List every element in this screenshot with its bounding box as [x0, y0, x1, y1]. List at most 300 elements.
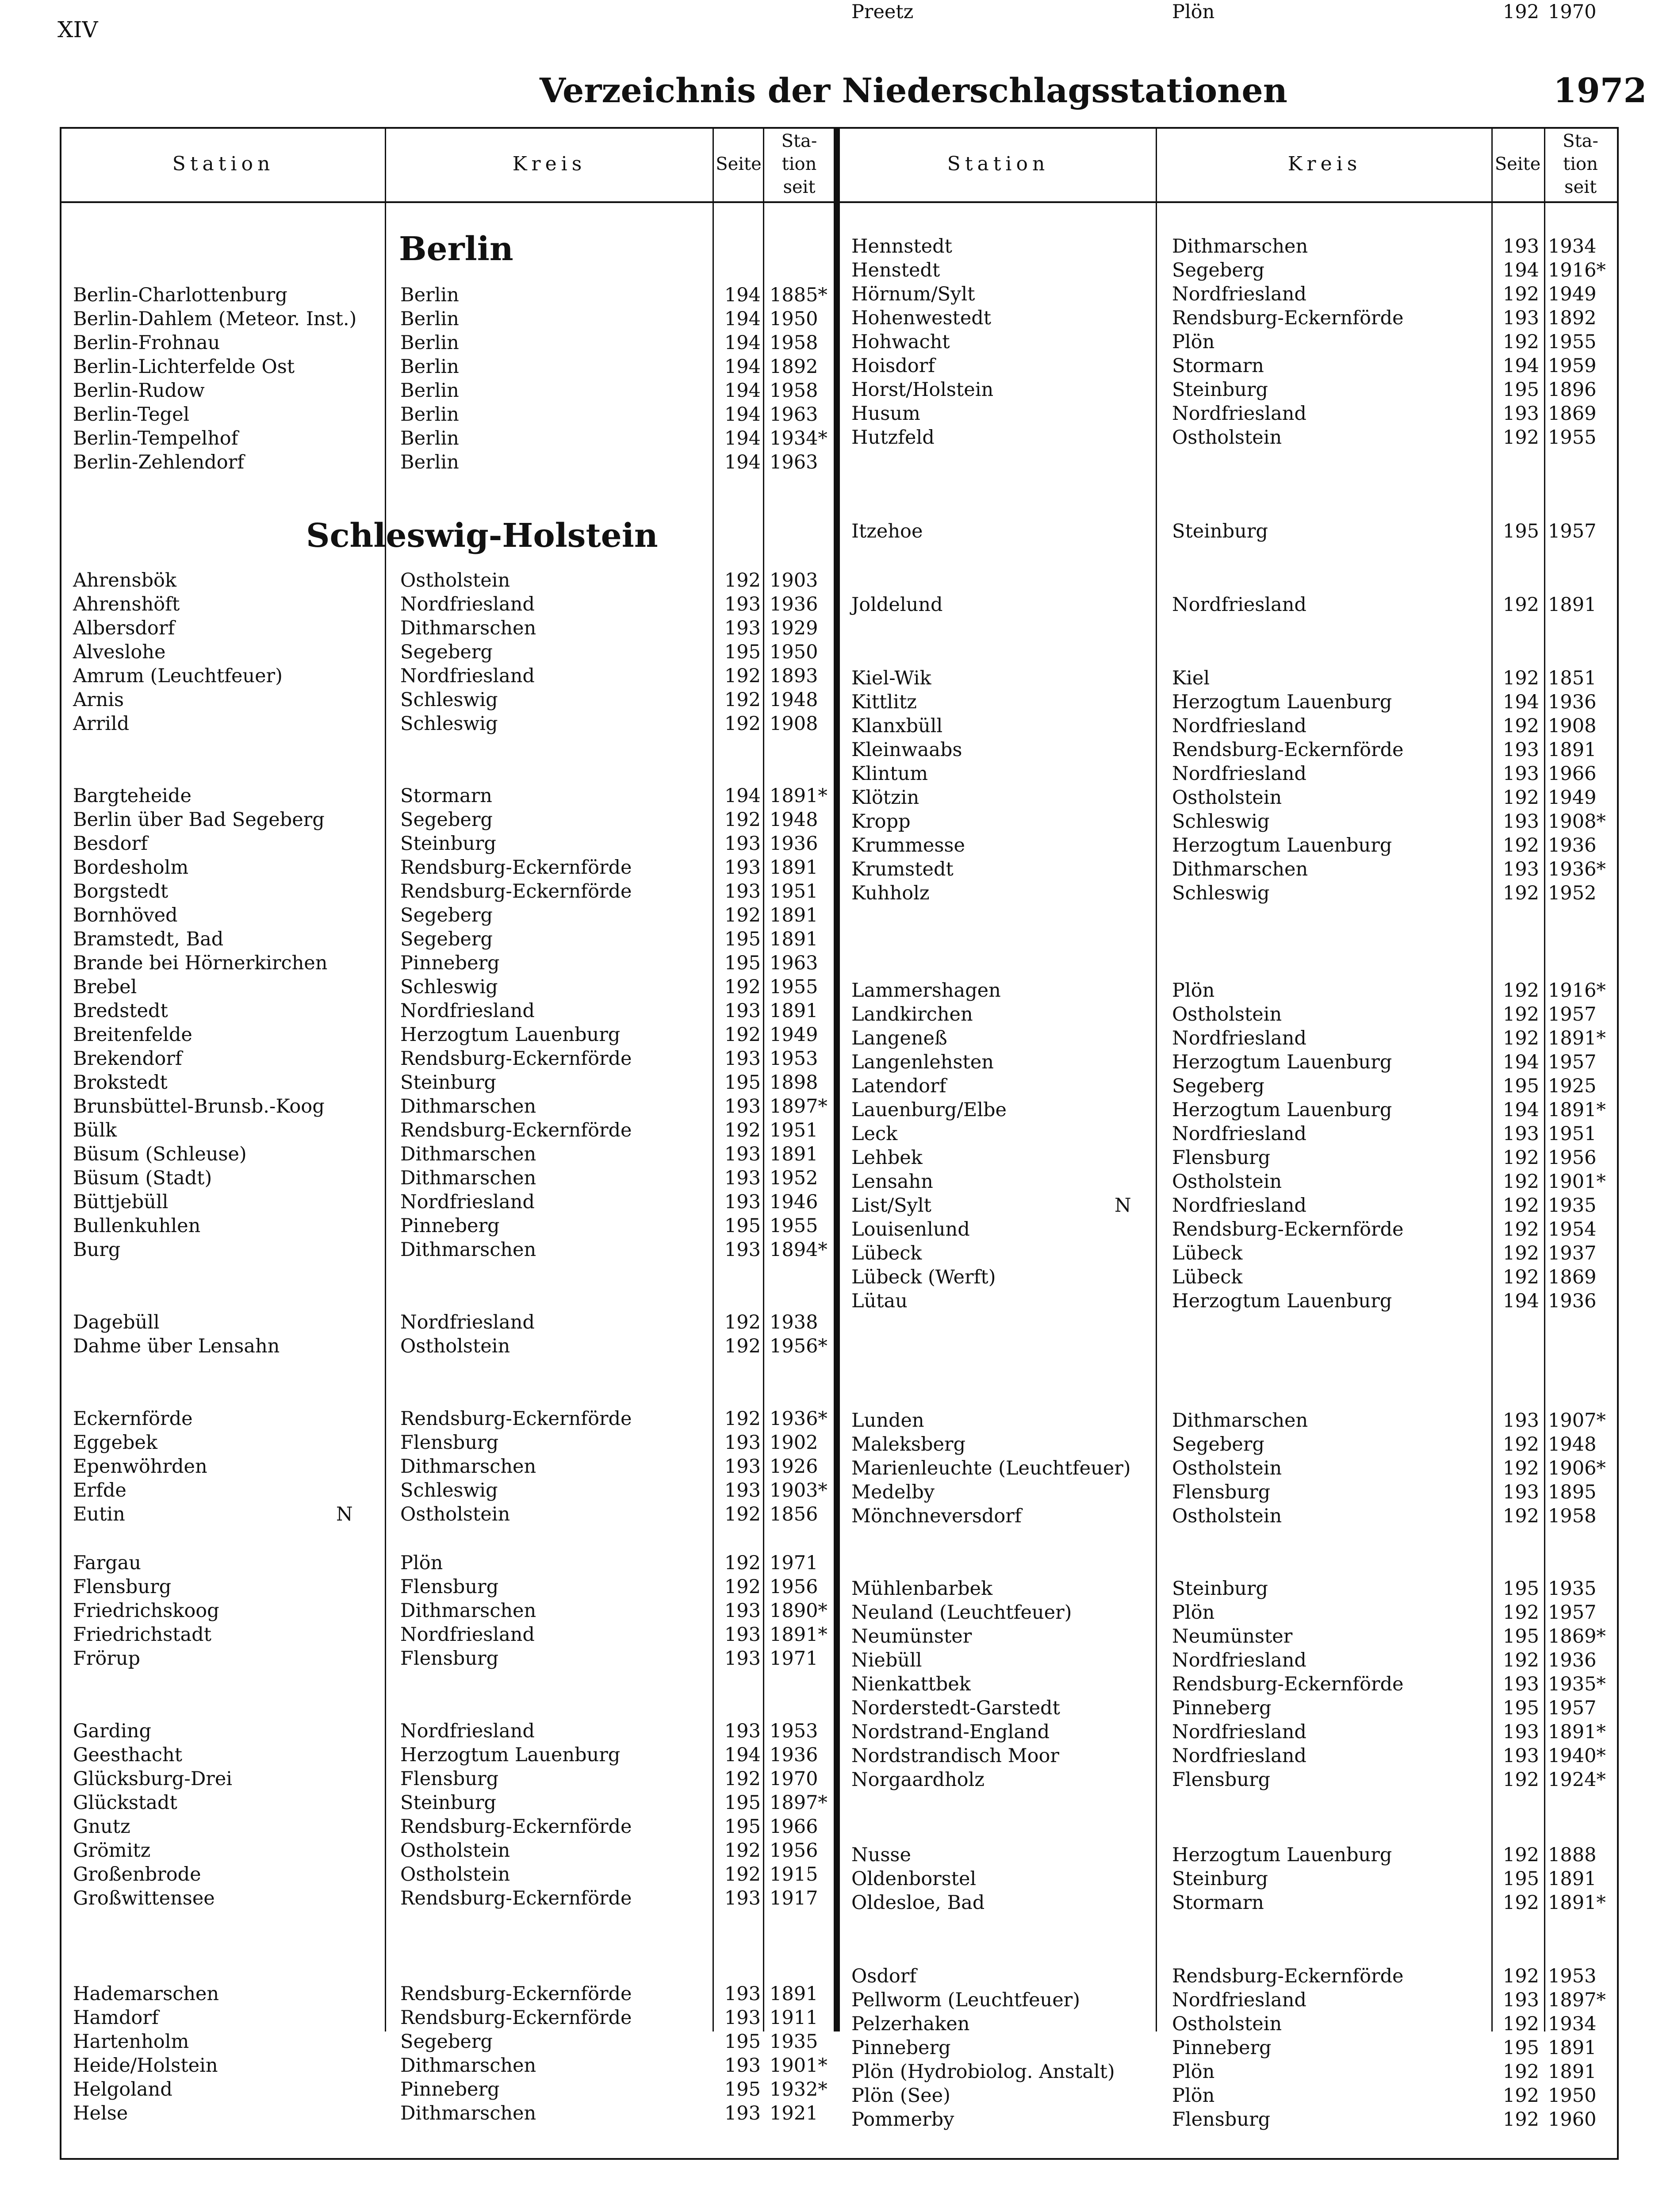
table-row	[0, 640, 1655, 664]
station-name: Nienkattbek	[851, 1673, 971, 1695]
station-name: Eckernförde	[73, 1408, 193, 1430]
page-ref: 193	[724, 1887, 761, 1909]
since-year: 1936*	[770, 1408, 828, 1430]
page-ref: 194	[1502, 1290, 1539, 1312]
station-name: Büttjebüll	[73, 1191, 169, 1213]
table-row	[0, 1334, 1655, 1358]
since-year: 1935	[1548, 1578, 1597, 1600]
page-ref: 193	[1502, 810, 1539, 833]
station-name: Büsum (Stadt)	[73, 1167, 212, 1189]
since-year: 1955	[770, 976, 818, 998]
since-year: 1966	[1548, 763, 1597, 785]
table-row	[0, 258, 1655, 282]
since-year: 1963	[770, 403, 818, 426]
page-ref: 193	[724, 2102, 761, 2124]
station-name: Borgstedt	[73, 880, 169, 902]
since-year: 1957	[1548, 1003, 1597, 1025]
table-row	[0, 1815, 1655, 1839]
district-name: Plön	[1172, 2085, 1215, 2107]
district-name: Plön	[1172, 1, 1215, 23]
since-year: 1957	[1548, 1051, 1597, 1073]
since-year: 1891*	[1548, 1892, 1606, 1914]
since-year: 1915	[770, 1863, 818, 1886]
since-year: 1891	[1548, 2061, 1597, 2083]
since-year: 1906*	[1548, 1457, 1606, 1479]
since-year: 1966	[770, 1816, 818, 1838]
since-year: 1925	[1548, 1075, 1597, 1097]
header-kreis-right: Kreis	[1287, 153, 1362, 175]
district-name: Schleswig	[1172, 810, 1270, 833]
since-year: 1892	[1548, 307, 1597, 329]
district-name: Ostholstein	[1172, 1003, 1282, 1025]
page-ref: 195	[724, 641, 761, 663]
page-ref: 192	[1502, 1218, 1539, 1240]
since-year: 1954	[1548, 1218, 1597, 1240]
district-name: Rendsburg-Eckernförde	[1172, 739, 1404, 761]
station-name: Kuhholz	[851, 882, 930, 904]
page-ref: 192	[1502, 1769, 1539, 1791]
district-name: Steinburg	[400, 1071, 496, 1094]
station-name: Husum	[851, 403, 920, 425]
district-name: Rendsburg-Eckernförde	[400, 1408, 632, 1430]
station-name: Lammershagen	[851, 979, 1001, 1002]
station-note: N	[336, 1503, 353, 1525]
page-ref: 194	[724, 308, 761, 330]
section-heading-berlin: Berlin	[399, 230, 513, 268]
district-name: Steinburg	[1172, 379, 1268, 401]
page-ref: 192	[1502, 594, 1539, 616]
station-name: Oldenborstel	[851, 1868, 977, 1890]
page-ref: 192	[724, 713, 761, 735]
page-ref: 192	[1502, 1147, 1539, 1169]
district-name: Segeberg	[1172, 259, 1264, 281]
station-name: Preetz	[851, 1, 914, 23]
station-name: Hutzfeld	[851, 426, 935, 449]
table-row	[0, 234, 1655, 258]
page-ref: 193	[1502, 1745, 1539, 1767]
district-name: Schleswig	[400, 689, 498, 711]
page-ref: 192	[1502, 1027, 1539, 1049]
district-name: Flensburg	[400, 1647, 499, 1670]
district-name: Rendsburg-Eckernförde	[1172, 1218, 1404, 1240]
since-year: 1891*	[770, 785, 828, 807]
table-row	[0, 1098, 1655, 1122]
page-ref: 192	[1502, 1242, 1539, 1264]
since-year: 1970	[770, 1768, 818, 1790]
station-name: Krummesse	[851, 834, 965, 856]
page-ref: 192	[1502, 1457, 1539, 1479]
district-name: Pinneberg	[400, 952, 500, 974]
district-name: Ostholstein	[1172, 1171, 1282, 1193]
page-ref: 192	[1502, 1965, 1539, 1987]
district-name: Rendsburg-Eckernförde	[400, 2007, 632, 2029]
since-year: 1950	[770, 308, 818, 330]
district-name: Berlin	[400, 284, 459, 306]
station-name: Neuland (Leuchtfeuer)	[851, 1601, 1072, 1624]
page-ref: 194	[724, 427, 761, 449]
district-name: Pinneberg	[1172, 2037, 1272, 2059]
since-year: 1869*	[1548, 1625, 1606, 1647]
table-row	[0, 1289, 1655, 1313]
page-ref: 195	[1502, 1868, 1539, 1890]
station-name: Brebel	[73, 976, 137, 998]
since-year: 1897*	[770, 1792, 828, 1814]
page-ref: 192	[724, 665, 761, 687]
page-ref: 192	[724, 1408, 761, 1430]
district-name: Ostholstein	[1172, 426, 1282, 449]
district-name: Flensburg	[1172, 2108, 1271, 2131]
table-row	[0, 0, 1655, 24]
district-name: Segeberg	[1172, 1075, 1264, 1097]
district-name: Rendsburg-Eckernförde	[1172, 1965, 1404, 1987]
station-name: Joldelund	[851, 594, 943, 616]
since-year: 1950	[770, 641, 818, 663]
section-heading-schleswig-holstein: Schleswig-Holstein	[306, 517, 658, 555]
since-year: 1935*	[1548, 1673, 1606, 1695]
table-row	[0, 426, 1655, 449]
page-ref: 193	[724, 1479, 761, 1502]
since-year: 1924*	[1548, 1769, 1606, 1791]
district-name: Rendsburg-Eckernförde	[400, 1816, 632, 1838]
district-name: Rendsburg-Eckernförde	[1172, 1673, 1404, 1695]
district-name: Pinneberg	[400, 2078, 500, 2101]
since-year: 1955	[1548, 426, 1597, 449]
since-year: 1901*	[770, 2055, 828, 2077]
since-year: 1935	[1548, 1194, 1597, 1217]
year: 1972	[1553, 71, 1647, 110]
table-row	[0, 1601, 1655, 1624]
page-ref: 192	[724, 569, 761, 591]
page-title: Verzeichnis der Niederschlagsstationen	[540, 71, 1287, 110]
station-name: Klintum	[851, 763, 928, 785]
since-year: 1891*	[1548, 1721, 1606, 1743]
district-name: Pinneberg	[1172, 1697, 1272, 1719]
page-ref: 193	[724, 1600, 761, 1622]
table-row	[0, 282, 1655, 306]
page-ref: 192	[724, 1335, 761, 1357]
table-row	[0, 1217, 1655, 1241]
table-row	[0, 1122, 1655, 1146]
table-row	[0, 1744, 1655, 1768]
station-name: Berlin-Dahlem (Meteor. Inst.)	[73, 308, 357, 330]
station-name: Berlin-Tempelhof	[73, 427, 238, 449]
district-name: Nordfriesland	[400, 593, 535, 615]
page-ref: 195	[724, 928, 761, 950]
page-ref: 193	[1502, 1989, 1539, 2011]
page-ref: 192	[1502, 2108, 1539, 2131]
district-name: Ostholstein	[400, 1863, 510, 1886]
page-ref: 195	[1502, 1625, 1539, 1647]
station-name: Kiel-Wik	[851, 667, 931, 689]
table-row	[0, 1480, 1655, 1504]
station-name: Medelby	[851, 1481, 935, 1503]
station-name: Bargteheide	[73, 785, 192, 807]
page-ref: 195	[1502, 1075, 1539, 1097]
station-name: Berlin-Zehlendorf	[73, 451, 245, 473]
district-name: Nordfriesland	[1172, 1027, 1306, 1049]
since-year: 1891*	[1548, 1027, 1606, 1049]
station-name: Bülk	[73, 1119, 117, 1141]
since-year: 1936	[1548, 1290, 1597, 1312]
district-name: Herzogtum Lauenburg	[1172, 1844, 1392, 1866]
since-year: 1957	[1548, 1697, 1597, 1719]
page-ref: 194	[1502, 355, 1539, 377]
district-name: Herzogtum Lauenburg	[1172, 834, 1392, 856]
since-year: 1890*	[770, 1600, 828, 1622]
page-ref: 193	[724, 833, 761, 855]
since-year: 1896	[1548, 379, 1597, 401]
since-year: 1908	[770, 713, 818, 735]
table-row	[0, 1624, 1655, 1648]
district-name: Rendsburg-Eckernförde	[400, 880, 632, 902]
table-row	[0, 1241, 1655, 1265]
page-ref: 193	[724, 1095, 761, 1118]
station-name: Garding	[73, 1720, 152, 1742]
since-year: 1892	[770, 356, 818, 378]
station-name: Brunsbüttel-Brunsb.-Koog	[73, 1095, 325, 1118]
district-name: Nordfriesland	[1172, 594, 1306, 616]
station-name: Nusse	[851, 1844, 911, 1866]
page-ref: 194	[724, 356, 761, 378]
page-ref: 193	[1502, 763, 1539, 785]
since-year: 1891	[770, 1143, 818, 1165]
since-year: 1949	[1548, 787, 1597, 809]
district-name: Steinburg	[1172, 1868, 1268, 1890]
station-name: Berlin-Lichterfelde Ost	[73, 356, 295, 378]
station-name: Marienleuchte (Leuchtfeuer)	[851, 1457, 1131, 1479]
district-name: Herzogtum Lauenburg	[1172, 1290, 1392, 1312]
table-row	[0, 1843, 1655, 1867]
station-name: Itzehoe	[851, 520, 923, 542]
station-name: Ahrenshöft	[73, 593, 180, 615]
table-row	[0, 450, 1655, 474]
station-name: Plön (See)	[851, 2085, 950, 2107]
since-year: 1934	[1548, 235, 1597, 257]
page-ref: 192	[1502, 1266, 1539, 1288]
since-year: 1949	[1548, 283, 1597, 305]
header-seit-2: tion	[782, 154, 817, 174]
table-row	[0, 786, 1655, 810]
district-name: Plön	[400, 1552, 443, 1574]
since-year: 1956*	[770, 1335, 828, 1357]
since-year: 1921	[770, 2102, 818, 2124]
page-ref: 192	[1502, 2061, 1539, 2083]
since-year: 1885*	[770, 284, 828, 306]
page-ref: 192	[1502, 715, 1539, 737]
table-row	[0, 1504, 1655, 1528]
since-year: 1948	[1548, 1433, 1597, 1455]
station-name: Krumstedt	[851, 858, 954, 880]
since-year: 1951	[770, 880, 818, 902]
since-year: 1971	[770, 1647, 818, 1670]
district-name: Steinburg	[400, 1792, 496, 1814]
since-year: 1936	[1548, 1649, 1597, 1671]
page-ref: 192	[1502, 787, 1539, 809]
station-name: Langeneß	[851, 1027, 947, 1049]
page-ref: 193	[724, 1000, 761, 1022]
station-name: Berlin-Charlottenburg	[73, 284, 287, 306]
table-row	[0, 1768, 1655, 1792]
page-ref: 192	[724, 1552, 761, 1574]
station-name: Berlin-Tegel	[73, 403, 190, 426]
page-ref: 195	[724, 1215, 761, 1237]
district-name: Steinburg	[1172, 520, 1268, 542]
district-name: Dithmarschen	[400, 617, 536, 639]
since-year: 1958	[770, 332, 818, 354]
page-ref: 193	[724, 1647, 761, 1670]
district-name: Nordfriesland	[1172, 403, 1306, 425]
since-year: 1891	[770, 928, 818, 950]
page-ref: 192	[1502, 1601, 1539, 1624]
table-row	[0, 810, 1655, 833]
header-seite-right: Seite	[1494, 154, 1541, 174]
table-row	[0, 1002, 1655, 1026]
station-name: Lütau	[851, 1290, 908, 1312]
since-year: 1891	[1548, 594, 1597, 616]
since-year: 1948	[770, 809, 818, 831]
station-name: Glücksburg-Drei	[73, 1768, 233, 1790]
page-ref: 193	[724, 1191, 761, 1213]
since-year: 1936	[770, 833, 818, 855]
station-name: Gnutz	[73, 1816, 130, 1838]
station-name: Arnis	[73, 689, 124, 711]
station-name: Norgaardholz	[851, 1769, 985, 1791]
station-name: Großenbrode	[73, 1863, 201, 1886]
district-name: Schleswig	[400, 976, 498, 998]
page-ref: 195	[1502, 1578, 1539, 1600]
station-name: Eggebek	[73, 1432, 157, 1454]
station-name: Amrum (Leuchtfeuer)	[73, 665, 283, 687]
page-ref: 193	[724, 1048, 761, 1070]
since-year: 1901*	[1548, 1171, 1606, 1193]
station-name: Lübeck	[851, 1242, 922, 1264]
page-ref: 192	[1502, 1171, 1539, 1193]
district-name: Flensburg	[400, 1576, 499, 1598]
since-year: 1903	[770, 569, 818, 591]
district-name: Plön	[1172, 979, 1215, 1002]
district-name: Dithmarschen	[400, 1455, 536, 1478]
district-name: Herzogtum Lauenburg	[1172, 1051, 1392, 1073]
station-name: Oldesloe, Bad	[851, 1892, 985, 1914]
since-year: 1929	[770, 617, 818, 639]
station-name: Fargau	[73, 1552, 141, 1574]
district-name: Berlin	[400, 427, 459, 449]
district-name: Stormarn	[1172, 355, 1264, 377]
district-name: Berlin	[400, 308, 459, 330]
since-year: 1934	[1548, 2013, 1597, 2035]
district-name: Ostholstein	[400, 569, 510, 591]
table-row	[0, 1988, 1655, 2012]
district-name: Dithmarschen	[400, 1600, 536, 1622]
station-name: Büsum (Schleuse)	[73, 1143, 247, 1165]
page-ref: 192	[1502, 1649, 1539, 1671]
station-name: Glückstadt	[73, 1792, 177, 1814]
since-year: 1869	[1548, 1266, 1597, 1288]
district-name: Dithmarschen	[1172, 235, 1308, 257]
district-name: Nordfriesland	[400, 665, 535, 687]
since-year: 1936	[1548, 691, 1597, 713]
station-name: Horst/Holstein	[851, 379, 994, 401]
since-year: 1949	[770, 1024, 818, 1046]
district-name: Segeberg	[1172, 1433, 1264, 1455]
station-name: Geesthacht	[73, 1744, 182, 1766]
district-name: Plön	[1172, 1601, 1215, 1624]
station-name: Henstedt	[851, 259, 940, 281]
page-ref: 192	[724, 1119, 761, 1141]
page-ref: 192	[1502, 1433, 1539, 1455]
table-row	[0, 1409, 1655, 1432]
district-name: Stormarn	[1172, 1892, 1264, 1914]
station-name: Kleinwaabs	[851, 739, 962, 761]
district-name: Berlin	[400, 332, 459, 354]
header-station-right: Station	[947, 153, 1050, 175]
since-year: 1891	[770, 1000, 818, 1022]
district-name: Rendsburg-Eckernförde	[400, 856, 632, 879]
since-year: 1963	[770, 952, 818, 974]
table-row	[0, 593, 1655, 617]
district-name: Stormarn	[400, 785, 492, 807]
since-year: 1960	[1548, 2108, 1597, 2131]
district-name: Schleswig	[400, 713, 498, 735]
since-year: 1957	[1548, 520, 1597, 542]
page-ref: 194	[724, 380, 761, 402]
station-name: Friedrichstadt	[73, 1624, 211, 1646]
table-row	[0, 1696, 1655, 1720]
station-name: Langenlehsten	[851, 1051, 994, 1073]
station-name: Hademarschen	[73, 1983, 219, 2005]
table-row	[0, 354, 1655, 378]
district-name: Ostholstein	[400, 1839, 510, 1862]
station-name: Berlin-Rudow	[73, 380, 205, 402]
table-row	[0, 1577, 1655, 1601]
table-row	[0, 1310, 1655, 1334]
district-name: Steinburg	[400, 833, 496, 855]
district-name: Herzogtum Lauenburg	[400, 1024, 621, 1046]
table-row	[0, 1720, 1655, 1744]
table-row	[0, 1194, 1655, 1217]
page-ref: 195	[724, 952, 761, 974]
station-name: Epenwöhrden	[73, 1455, 207, 1478]
page-ref: 195	[1502, 1697, 1539, 1719]
page-ref: 192	[1502, 426, 1539, 449]
since-year: 1891	[770, 856, 818, 879]
station-name: Nordstrand-England	[851, 1721, 1050, 1743]
district-name: Ostholstein	[1172, 787, 1282, 809]
station-name: Klanxbüll	[851, 715, 943, 737]
district-name: Segeberg	[400, 809, 493, 831]
since-year: 1935	[770, 2031, 818, 2053]
since-year: 1917	[770, 1887, 818, 1909]
station-name: Kittlitz	[851, 691, 917, 713]
since-year: 1916*	[1548, 979, 1606, 1002]
table-row	[0, 2036, 1655, 2060]
table-row	[0, 2108, 1655, 2131]
table-row	[0, 927, 1655, 951]
since-year: 1894*	[770, 1239, 828, 1261]
since-year: 1898	[770, 1071, 818, 1094]
district-name: Ostholstein	[400, 1503, 510, 1525]
district-name: Rendsburg-Eckernförde	[400, 1048, 632, 1070]
table-row	[0, 1891, 1655, 1915]
page-ref: 192	[1502, 1194, 1539, 1217]
since-year: 1893	[770, 665, 818, 687]
since-year: 1902	[770, 1432, 818, 1454]
district-name: Nordfriesland	[1172, 1745, 1306, 1767]
since-year: 1911	[770, 2007, 818, 2029]
page-ref: 194	[1502, 1051, 1539, 1073]
district-name: Nordfriesland	[400, 1624, 535, 1646]
station-name: Louisenlund	[851, 1218, 970, 1240]
